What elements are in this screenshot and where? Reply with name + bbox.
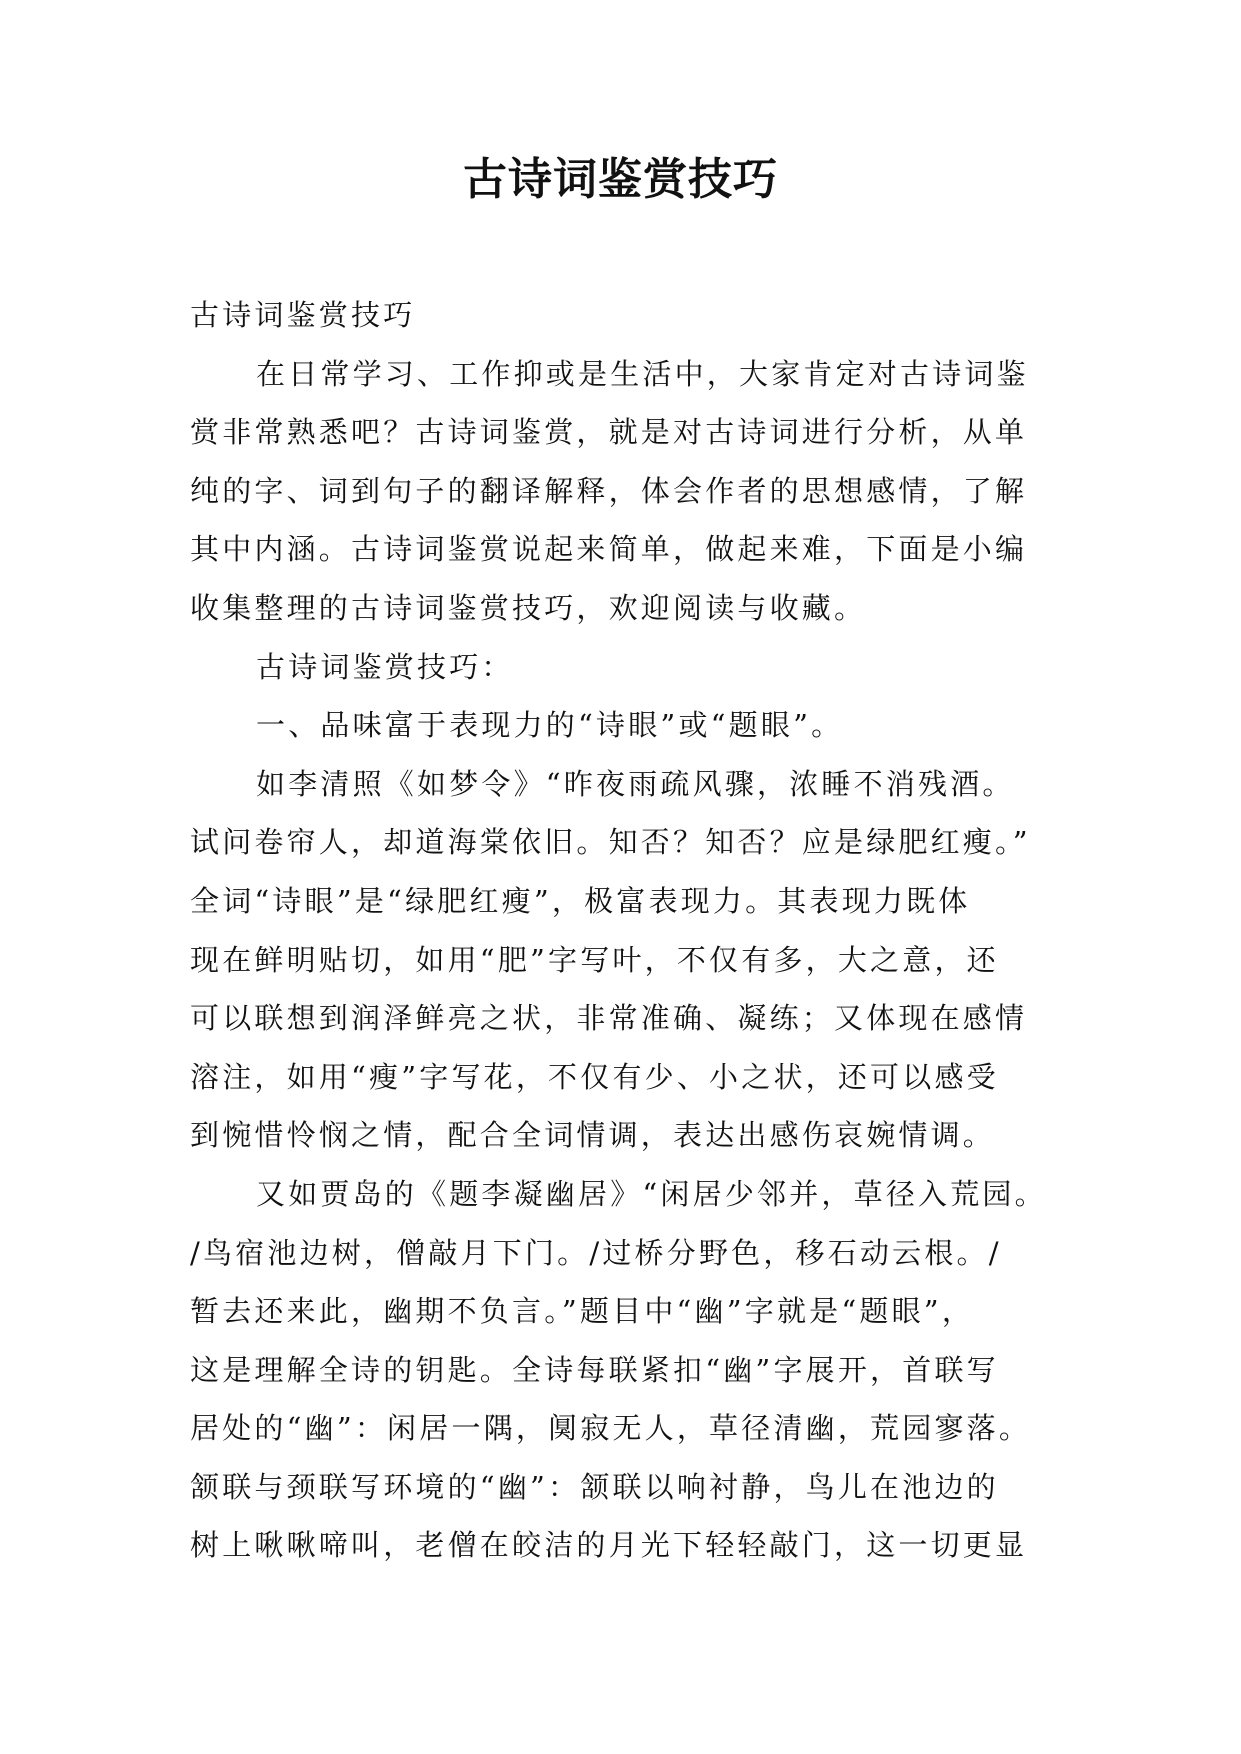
paragraph-line: 其中内涵。古诗词鉴赏说起来简单，做起来难，下面是小编 xyxy=(190,532,1028,567)
document-title: 古诗词鉴赏技巧 xyxy=(463,154,778,205)
section-heading-line: 一、品味富于表现力的“诗眼”或“题眼”。 xyxy=(256,708,844,743)
section-heading-line: 古诗词鉴赏技巧： xyxy=(256,649,514,684)
paragraph-line: 如李清照《如梦令》“昨夜雨疏风骤，浓睡不消残酒。 xyxy=(256,766,1015,801)
paragraph-line: 试问卷帘人，却道海棠依旧。知否？知否？应是绿肥红瘦。” xyxy=(190,825,1031,860)
paragraph-line: 到惋惜怜悯之情，配合全词情调，表达出感伤哀婉情调。 xyxy=(190,1118,996,1153)
paragraph-line: 纯的字、词到句子的翻译解释，体会作者的思想感情，了解 xyxy=(190,473,1028,508)
paragraph-line: 颔联与颈联写环境的“幽”：颔联以响衬静，鸟儿在池边的 xyxy=(190,1469,999,1504)
paragraph-line: 在日常学习、工作抑或是生活中，大家肯定对古诗词鉴 xyxy=(256,356,1029,391)
paragraph-line: 树上啾啾啼叫，老僧在皎洁的月光下轻轻敲门，这一切更显 xyxy=(190,1528,1028,1563)
paragraph-line: 收集整理的古诗词鉴赏技巧，欢迎阅读与收藏。 xyxy=(190,590,867,625)
paragraph-line: 全词“诗眼”是“绿肥红瘦”，极富表现力。其表现力既体 xyxy=(190,883,971,918)
subtitle-line: 古诗词鉴赏技巧 xyxy=(190,298,416,332)
paragraph-line: 暂去还来此，幽期不负言。”题目中“幽”字就是“题眼”， xyxy=(190,1294,975,1329)
paragraph-line: 居处的“幽”：闲居一隅，阒寂无人，草径清幽，荒园寥落。 xyxy=(190,1411,1032,1446)
paragraph-line: 溶注，如用“瘦”字写花，不仅有少、小之状，还可以感受 xyxy=(190,1059,999,1094)
paragraph-line: /鸟宿池边树，僧敲月下门。/过桥分野色，移石动云根。/ xyxy=(190,1235,1002,1270)
document-body xyxy=(190,286,1050,1575)
paragraph-line: 现在鲜明贴切，如用“肥”字写叶，不仅有多，大之意，还 xyxy=(190,942,999,977)
paragraph-line: 可以联想到润泽鲜亮之状，非常准确、凝练；又体现在感情 xyxy=(190,1001,1028,1036)
paragraph-line: 这是理解全诗的钥匙。全诗每联紧扣“幽”字展开，首联写 xyxy=(190,1352,999,1387)
paragraph-line: 又如贾岛的《题李凝幽居》“闲居少邻并，草径入荒园。 xyxy=(256,1176,1047,1211)
paragraph-line: 赏非常熟悉吧？古诗词鉴赏，就是对古诗词进行分析，从单 xyxy=(190,415,1028,450)
